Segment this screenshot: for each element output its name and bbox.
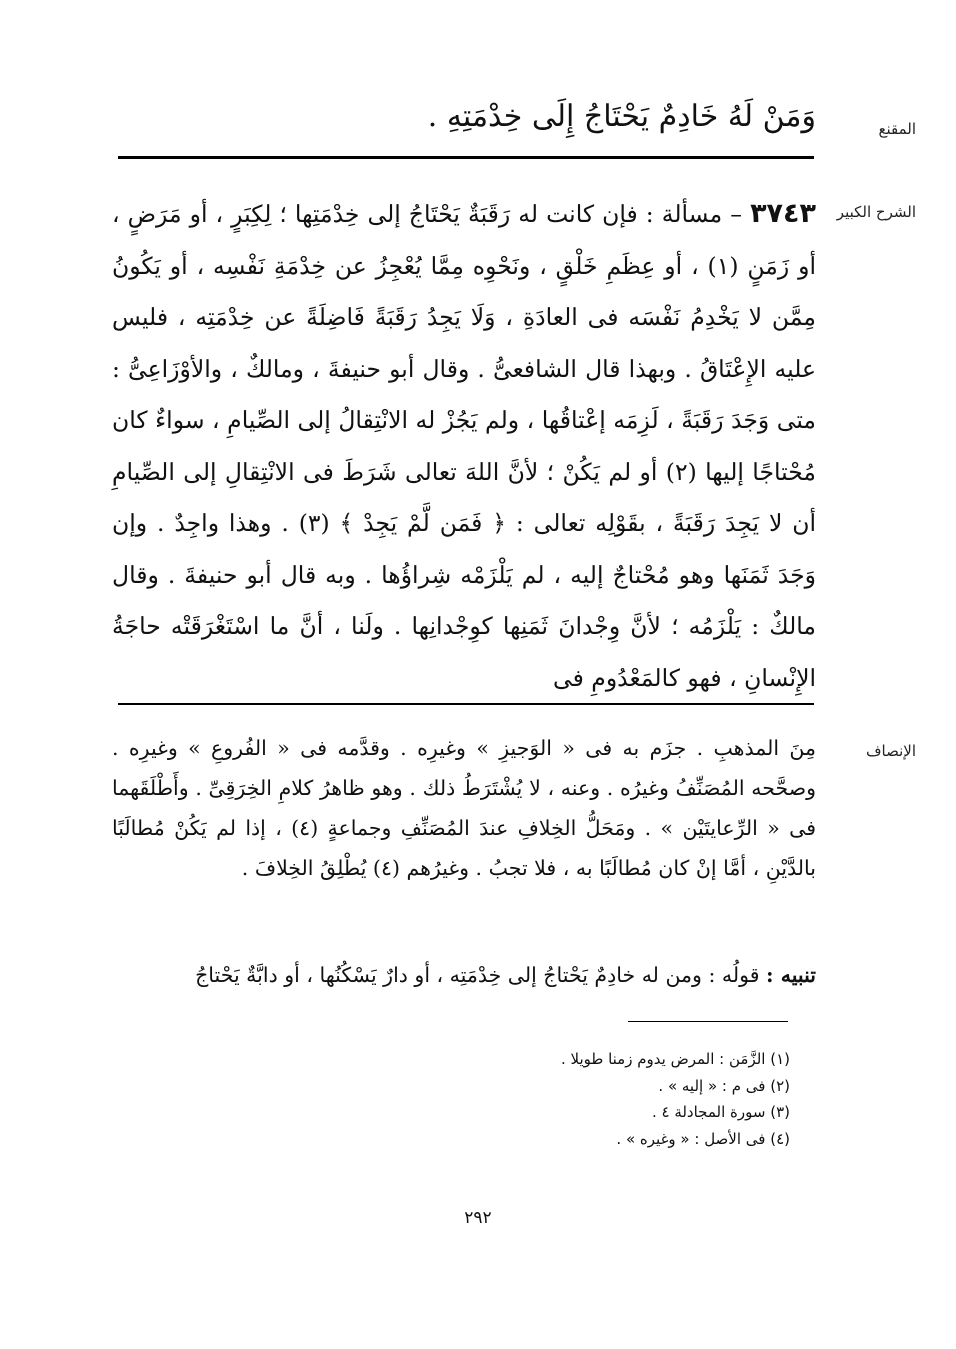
sharh-paragraph (112, 188, 816, 704)
muqni-divider (118, 156, 814, 159)
sharh-divider (118, 703, 814, 705)
footnote-divider (628, 1021, 788, 1022)
footnote-3: (٣) سورة المجادلة ٤ . (651, 1103, 790, 1121)
footnote-1: (١) الزَّمَن : المرض يدوم زمنا طويلا . (560, 1050, 790, 1068)
sharh-text: – مسألة : فإن كانت له رَقَبَةٌ يَحْتَاجُ إلى خِدْمَتِها ؛ لِكِبَرٍ ، أو مَرَضٍ ، أو زَمَنٍ (١) ، أو عِظَمِ خَلْقٍ ، ونَحْوِه مِمَّا يُعْجِزُ عن خِدْمَةِ نَفْسِه ، أو يَكُونُ مِمَّن لا يَخْدِمُ نَفْسَه فى العادَةِ ، وَلَا يَجِدُ رَقَبَةً فَاضِلَةً عن خِدْمَتِه ، فليس عليه الإِعْتَاقُ . وبهذا قال الشافعىُّ . وقال أبو حنيفةَ ، ومالكٌ ، والأوْزَاعِىُّ : متى وَجَدَ رَقَبَةً ، لَزِمَه إعْتاقُها ، ولم يَجُزْ له الانْتِقالُ إلى الصِّيامِ ، سواءٌ كان مُحْتاجًا إليها (٢) أو لم يَكُنْ ؛ لأنَّ اللهَ تعالى شَرَطَ فى الانْتِقالِ إلى الصِّيامِ أن لا يَجِدَ رَقَبَةً ، بقَوْلِه تعالى : ﴿ فَمَن لَّمْ يَجِدْ ﴾ (٣) . وهذا واجِدٌ . وإن وَجَدَ ثَمَنَها وهو مُحْتاجٌ إليه ، لم يَلْزَمْه شِراؤُها . وبه قال أبو حنيفةَ . وقال مالكٌ : يَلْزَمُه ؛ لأنَّ وِجْدانَ ثَمَنِها كوِجْدانِها . ولَنا ، أنَّ ما اسْتَغْرَقَتْه حاجَةُ الإِنْسانِ ، فهو كالمَعْدُومِ فى (112, 200, 817, 692)
tanbih-paragraph (112, 955, 816, 995)
insaf-paragraph: مِنَ المذهبِ . جزَم به فى « الوَجيزِ » وغيرِه . وقدَّمه فى « الفُروعِ » وغيرِه . وصحَّحه المُصَنِّفُ وغيرُه . وعنه ، لا يُشْتَرَطُ ذلك . وهو ظاهرُ كلامِ الخِرَقِىِّ . وأَطْلَقَهما فى « الرِّعايتَيْن » . ومَحَلُّ الخِلافِ عندَ المُصَنِّفِ وجماعةٍ (٤) ، إذا لم يَكُنْ مُطالَبًا بالدَّيْنِ ، أمَّا إنْ كان مُطالَبًا به ، فلا تجبُ . وغيرُهم (٤) يُطْلِقُ الخِلافَ . (112, 736, 816, 880)
footnote-2: (٢) فى م : « إليه » . (658, 1076, 790, 1095)
page-number: ٢٩٢ (464, 1208, 492, 1228)
tanbih-text: قولُه : ومن له خادِمٌ يَحْتاجُ إلى خِدْمَتِه ، أو دارٌ يَسْكُنُها ، أو دابَّةٌ يَحْتاجُ (195, 963, 760, 987)
footnote-4: (٤) فى الأصل : « وغيره » . (616, 1129, 790, 1148)
masala-number: ٣٧٤٣ (750, 198, 816, 229)
muqni-verse: وَمَنْ لَهُ خَادِمٌ يَحْتَاجُ إِلَى خِدْمَتِهِ . (427, 99, 816, 134)
section-label-insaf: الإنصاف (865, 742, 916, 760)
footnotes (300, 1046, 790, 1152)
section-label-muqni: المقنع (878, 120, 916, 138)
section-label-sharh: الشرح الكبير (836, 203, 916, 221)
tanbih-label: تنبيه : (766, 963, 816, 987)
